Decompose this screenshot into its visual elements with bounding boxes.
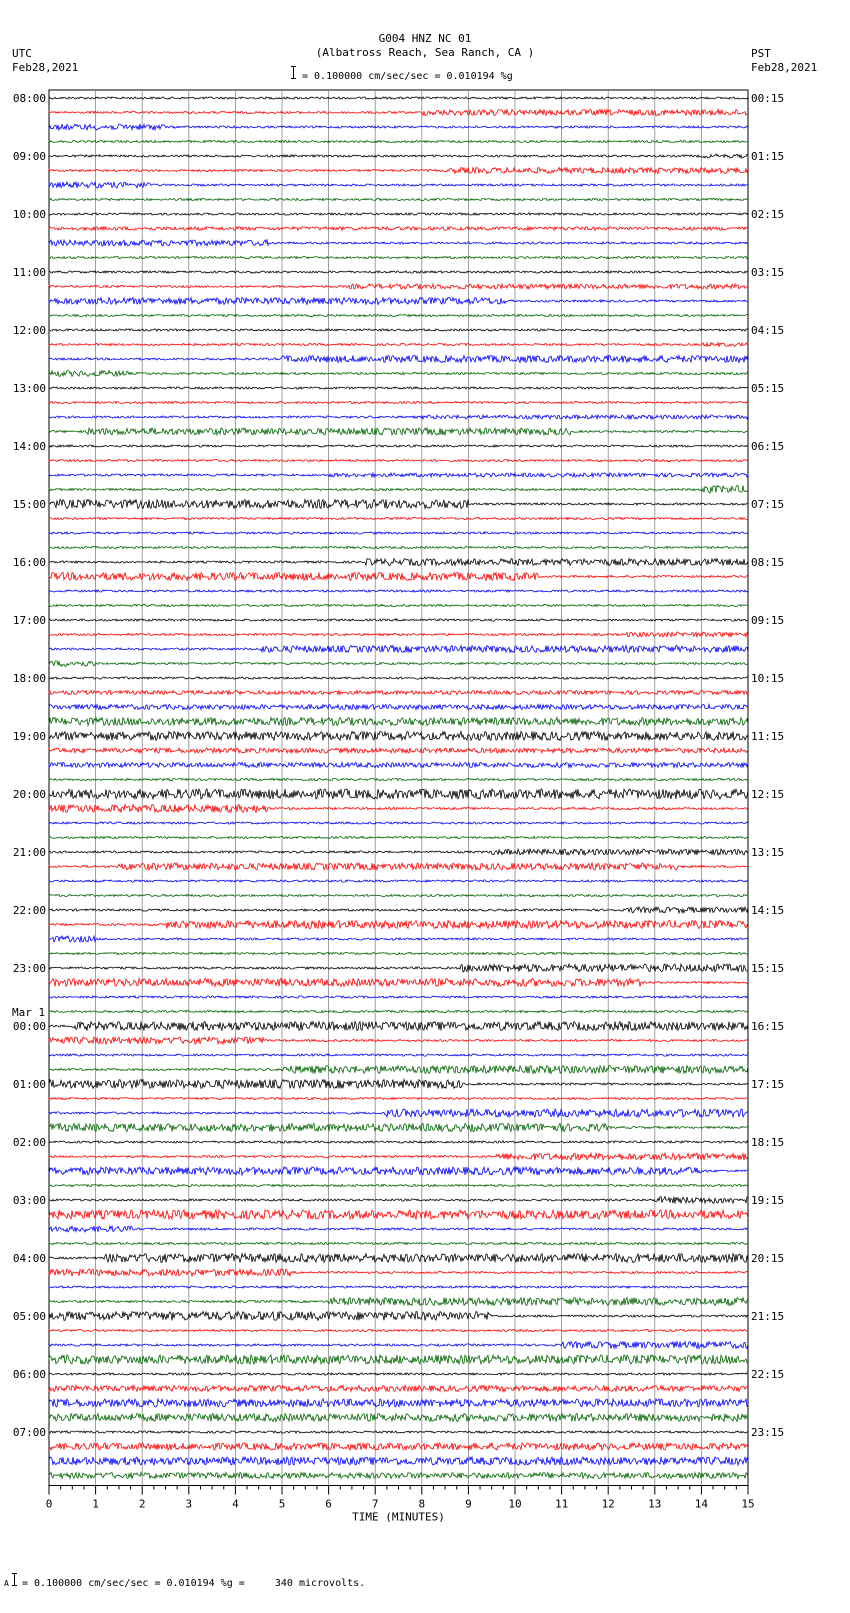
left-hour-label: 07:00 — [12, 1426, 46, 1439]
trace-line — [49, 1197, 748, 1204]
trace-line — [49, 1269, 748, 1276]
right-hour-label: 05:15 — [751, 382, 785, 395]
trace-line — [49, 284, 748, 289]
trace-line — [49, 486, 748, 494]
right-hour-label: 07:15 — [751, 498, 785, 511]
right-hour-label: 17:15 — [751, 1078, 785, 1091]
trace-line — [49, 473, 748, 477]
trace-line — [49, 677, 748, 679]
left-hour-label: 22:00 — [12, 904, 46, 917]
left-hour-label: 03:00 — [12, 1194, 46, 1207]
x-tick-label: 13 — [648, 1497, 662, 1511]
trace-line — [49, 500, 748, 509]
trace-line — [49, 1109, 748, 1117]
trace-line — [49, 182, 748, 188]
x-tick-label: 12 — [601, 1497, 615, 1511]
left-hour-label: 20:00 — [12, 788, 46, 801]
left-hour-label: 11:00 — [12, 266, 46, 279]
trace-line — [49, 532, 748, 534]
left-hour-label: 02:00 — [12, 1136, 46, 1149]
trace-line — [49, 124, 748, 130]
trace-line — [49, 168, 748, 174]
left-hour-label: 01:00 — [12, 1078, 46, 1091]
left-hour-label: 14:00 — [12, 440, 46, 453]
right-hour-label: 16:15 — [751, 1020, 785, 1033]
trace-line — [49, 1342, 748, 1349]
trace-line — [49, 632, 748, 637]
right-hour-label: 15:15 — [751, 962, 785, 975]
trace-line — [49, 705, 748, 710]
trace-line — [49, 936, 748, 942]
x-tick-label: 9 — [465, 1497, 472, 1511]
trace-line — [49, 1386, 748, 1392]
trace-line — [49, 240, 748, 246]
footer-scale-prefix: A — [4, 1579, 9, 1588]
trace-line — [49, 1141, 748, 1143]
trace-line — [49, 1010, 748, 1012]
trace-line — [49, 1443, 748, 1450]
trace-line — [49, 1080, 748, 1089]
left-hour-label: 12:00 — [12, 324, 46, 337]
right-hour-label: 14:15 — [751, 904, 785, 917]
left-hour-label: 05:00 — [12, 1310, 46, 1323]
trace-line — [49, 517, 748, 519]
trace-line — [49, 1399, 748, 1407]
trace-line — [49, 789, 748, 799]
trace-line — [49, 1473, 748, 1479]
trace-line — [49, 1054, 748, 1056]
trace-line — [49, 356, 748, 363]
left-timezone: UTC — [12, 47, 32, 60]
right-hour-label: 10:15 — [751, 672, 785, 685]
right-hour-label: 23:15 — [751, 1426, 785, 1439]
trace-line — [49, 907, 748, 913]
left-hour-label: 06:00 — [12, 1368, 46, 1381]
x-tick-label: 5 — [278, 1497, 286, 1511]
trace-line — [49, 996, 748, 998]
left-hour-label: 19:00 — [12, 730, 46, 743]
left-hour-label: 21:00 — [12, 846, 46, 859]
location-subtitle: (Albatross Reach, Sea Ranch, CA ) — [315, 46, 535, 59]
trace-line — [49, 198, 748, 200]
trace-line — [49, 619, 748, 621]
right-hour-label: 12:15 — [751, 788, 785, 801]
trace-line — [49, 979, 748, 987]
right-hour-label: 21:15 — [751, 1310, 785, 1323]
trace-line — [49, 428, 748, 435]
trace-line — [49, 1286, 748, 1288]
left-hour-label: 04:00 — [12, 1252, 46, 1265]
x-tick-label: 7 — [371, 1497, 379, 1511]
x-tick-label: 4 — [232, 1497, 239, 1511]
trace-line — [49, 573, 748, 581]
left-date: Feb28,2021 — [12, 61, 79, 74]
trace-line — [49, 894, 748, 896]
trace-line — [49, 590, 748, 592]
trace-line — [49, 1457, 748, 1465]
trace-line — [49, 763, 748, 768]
trace-line — [49, 661, 748, 666]
trace-line — [49, 213, 748, 215]
trace-line — [49, 732, 748, 741]
date-change-label: Mar 1 — [12, 1006, 46, 1019]
trace-line — [49, 1373, 748, 1375]
x-tick-label: 1 — [92, 1497, 99, 1511]
trace-line — [49, 445, 748, 447]
right-hour-label: 09:15 — [751, 614, 785, 627]
trace-line — [49, 256, 748, 258]
trace-line — [49, 140, 748, 142]
right-hour-label: 04:15 — [751, 324, 785, 337]
right-hour-label: 03:15 — [751, 266, 785, 279]
left-hour-label: 13:00 — [12, 382, 46, 395]
trace-line — [49, 154, 748, 158]
x-tick-label: 3 — [185, 1497, 193, 1511]
right-hour-label: 13:15 — [751, 846, 785, 859]
trace-line — [49, 805, 748, 813]
right-hour-label: 01:15 — [751, 150, 785, 163]
left-hour-label: 17:00 — [12, 614, 46, 627]
right-hour-label: 20:15 — [751, 1252, 785, 1265]
trace-line — [49, 1355, 748, 1364]
trace-line — [49, 964, 748, 972]
scale-text: = 0.100000 cm/sec/sec = 0.010194 %g — [302, 71, 513, 82]
x-tick-label: 6 — [325, 1497, 332, 1511]
trace-line — [49, 748, 748, 753]
trace-line — [49, 1226, 748, 1232]
trace-line — [49, 952, 748, 954]
trace-line — [49, 371, 748, 377]
x-tick-label: 10 — [508, 1497, 522, 1511]
trace-line — [49, 546, 748, 548]
trace-line — [49, 1242, 748, 1244]
right-hour-label: 18:15 — [751, 1136, 785, 1149]
trace-line — [49, 271, 748, 273]
trace-line — [49, 1414, 748, 1422]
trace-line — [49, 778, 748, 780]
x-tick-label: 11 — [554, 1497, 569, 1511]
right-hour-label: 08:15 — [751, 556, 785, 569]
trace-line — [49, 1124, 748, 1132]
x-tick-label: 15 — [741, 1497, 755, 1511]
plot-frame — [49, 90, 748, 1486]
x-tick-label: 0 — [45, 1497, 53, 1511]
trace-line — [49, 314, 748, 316]
trace-line — [49, 459, 748, 461]
trace-line — [49, 387, 748, 389]
trace-line — [49, 836, 748, 838]
right-date: Feb28,2021 — [751, 61, 818, 74]
left-hour-label: 15:00 — [12, 498, 46, 511]
trace-line — [49, 646, 748, 653]
x-axis-label: TIME (MINUTES) — [352, 1510, 445, 1524]
left-hour-label: 08:00 — [12, 92, 46, 105]
right-hour-label: 02:15 — [751, 208, 785, 221]
trace-line — [49, 1210, 748, 1219]
trace-line — [49, 1431, 748, 1433]
trace-line — [49, 110, 748, 116]
right-hour-label: 11:15 — [751, 730, 785, 743]
x-tick-label: 2 — [138, 1497, 146, 1511]
trace-line — [49, 559, 748, 566]
x-tick-label: 8 — [418, 1497, 426, 1511]
trace-line — [49, 863, 748, 870]
trace-line — [49, 691, 748, 695]
left-hour-label: 00:00 — [12, 1020, 46, 1033]
trace-line — [49, 1184, 748, 1186]
trace-line — [49, 718, 748, 726]
left-hour-label: 10:00 — [12, 208, 46, 221]
footer-scale-bar-icon — [14, 1573, 15, 1586]
x-tick-label: 14 — [694, 1497, 709, 1511]
trace-line — [49, 1066, 748, 1074]
right-hour-label: 22:15 — [751, 1368, 785, 1381]
trace-line — [49, 880, 748, 882]
trace-line — [49, 401, 748, 403]
trace-line — [49, 1298, 748, 1306]
trace-line — [49, 343, 748, 347]
right-hour-label: 19:15 — [751, 1194, 785, 1207]
trace-line — [49, 1254, 748, 1263]
right-hour-label: 00:15 — [751, 92, 785, 105]
left-hour-label: 23:00 — [12, 962, 46, 975]
trace-line — [49, 1097, 748, 1099]
trace-line — [49, 822, 748, 824]
trace-line — [49, 604, 748, 606]
trace-line — [49, 97, 748, 99]
left-hour-label: 16:00 — [12, 556, 46, 569]
left-hour-label: 18:00 — [12, 672, 46, 685]
trace-line — [49, 1022, 748, 1031]
trace-line — [49, 415, 748, 419]
right-hour-label: 06:15 — [751, 440, 785, 453]
trace-line — [49, 921, 748, 929]
trace-line — [49, 1153, 748, 1160]
trace-line — [49, 227, 748, 231]
trace-line — [49, 1037, 748, 1044]
station-title: G004 HNZ NC 01 — [378, 32, 472, 45]
trace-line — [49, 1329, 748, 1331]
trace-line — [49, 849, 748, 855]
trace-line — [49, 329, 748, 331]
left-hour-label: 09:00 — [12, 150, 46, 163]
footer-scale-text: = 0.100000 cm/sec/sec = 0.010194 %g = 340 microvolts. — [22, 1578, 366, 1589]
trace-line — [49, 1312, 748, 1321]
trace-line — [49, 298, 748, 305]
trace-line — [49, 1167, 748, 1175]
right-timezone: PST — [751, 47, 771, 60]
